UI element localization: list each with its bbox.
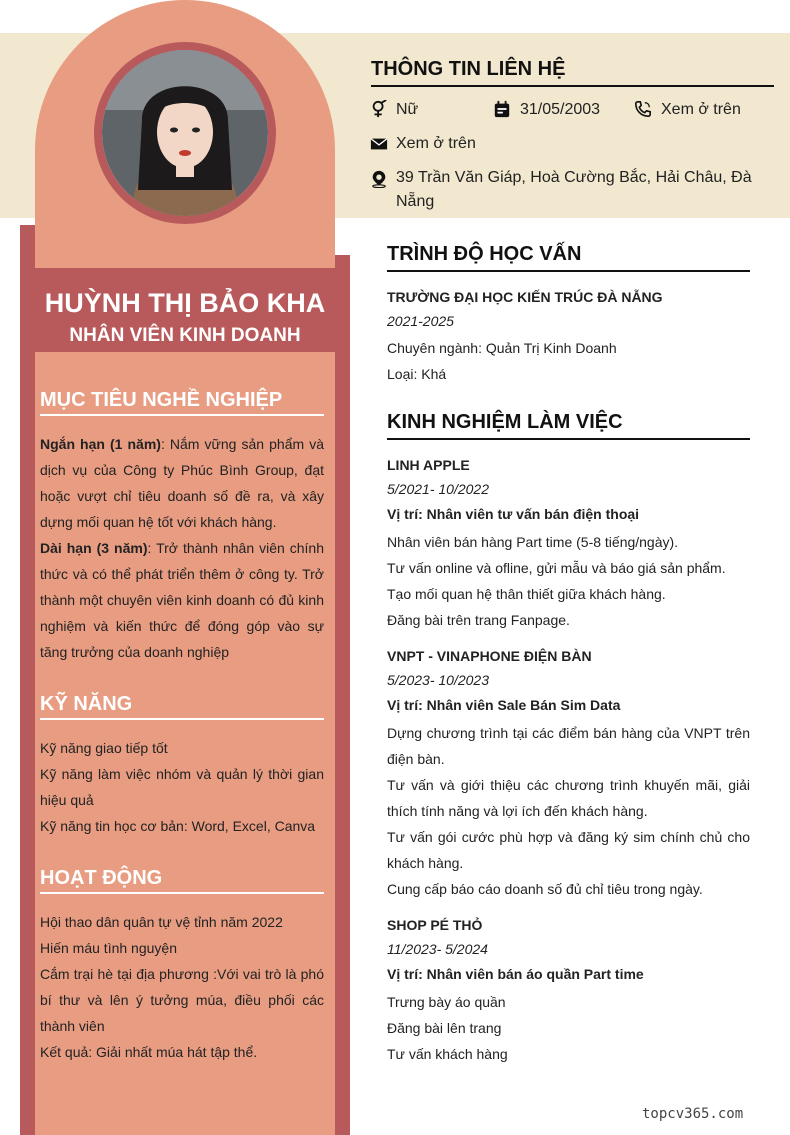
job-task: Tư vấn và giới thiệu các chương trình khuyến mãi, giải thích tính năng và lợi ích đến khách hàng.	[387, 777, 750, 819]
address-line-2: Nẵng	[396, 193, 435, 210]
education-major: Chuyên ngành: Quản Trị Kinh Doanh	[387, 340, 617, 356]
job-entry	[387, 915, 750, 1067]
job-company: LINH APPLE	[387, 457, 470, 473]
activity-item: Cắm trại hè tại địa phương :Với vai trò là phó bí thư và lên ý tưởng múa, điều phối các thành viên	[40, 966, 324, 1034]
gender-icon	[370, 100, 388, 118]
site-watermark: topcv365.com	[642, 1106, 744, 1122]
job-company: VNPT - VINAPHONE ĐIỆN BÀN	[387, 648, 592, 664]
job-period: 5/2021- 10/2022	[387, 481, 489, 497]
dob-value: 31/05/2003	[520, 101, 601, 118]
activities-title: HOẠT ĐỘNG	[40, 867, 324, 894]
avatar-frame	[94, 42, 276, 224]
objective-long-text: : Trở thành nhân viên chính thức và có thể phát triển thêm ở công ty. Trở thành một chuyên viên kinh doanh có đủ kinh nghiệm và kiến thức để đóng góp vào sự tăng trưởng của doanh nghiệp	[40, 540, 324, 660]
job-task: Dựng chương trình tại các điểm bán hàng của VNPT trên điện bàn.	[387, 725, 750, 767]
job-position: Vị trí: Nhân viên Sale Bán Sim Data	[387, 697, 621, 713]
job-position: Vị trí: Nhân viên bán áo quần Part time	[387, 966, 644, 982]
objective-text	[40, 431, 324, 665]
email-icon	[370, 135, 388, 153]
address-line-1: 39 Trần Văn Giáp, Hoà Cường Bắc, Hải Châu, Đà	[396, 169, 752, 186]
job-position: Vị trí: Nhân viên tư vấn bán điện thoại	[387, 506, 640, 522]
job-task: Tư vấn gói cước phù hợp và đăng ký sim chính chủ cho khách hàng.	[387, 829, 750, 871]
education-block	[387, 287, 750, 387]
left-accent-bar	[20, 225, 35, 1135]
skill-item: Kỹ năng giao tiếp tốt	[40, 740, 168, 756]
job-period: 5/2023- 10/2023	[387, 672, 489, 688]
phone-icon	[634, 100, 652, 118]
job-task: Tạo mối quan hệ thân thiết giữa khách hàng.	[387, 586, 666, 602]
gender-value: Nữ	[396, 101, 419, 118]
job-task: Tư vấn khách hàng	[387, 1046, 508, 1062]
right-accent-bar	[335, 255, 350, 1135]
skill-item: Kỹ năng tin học cơ bản: Word, Excel, Canva	[40, 818, 316, 834]
contact-section-title: THÔNG TIN LIÊN HỆ	[371, 58, 774, 87]
activity-item: Hiến máu tình nguyện	[40, 940, 177, 956]
skill-item: Kỹ năng làm việc nhóm và quản lý thời gian hiệu quả	[40, 766, 324, 808]
job-period: 11/2023- 5/2024	[387, 941, 488, 957]
objective-title: MỤC TIÊU NGHỀ NGHIỆP	[40, 389, 324, 416]
phone-value: Xem ở trên	[661, 101, 741, 118]
skills-title: KỸ NĂNG	[40, 693, 324, 720]
objective-long-label: Dài hạn (3 năm)	[40, 540, 148, 556]
objective-short-text: : Nắm vững sản phẩm và dịch vụ của Công ty Phúc Bình Group, đạt hoặc vượt chỉ tiêu doanh số đề ra, và xây dựng mối quan hệ tốt với khách hàng.	[40, 436, 324, 530]
education-grade: Loại: Khá	[387, 366, 447, 382]
location-icon	[370, 170, 388, 188]
activity-item: Hội thao dân quân tự vệ tỉnh năm 2022	[40, 914, 283, 930]
job-task: Nhân viên bán hàng Part time (5-8 tiếng/ngày).	[387, 534, 679, 550]
full-name: HUỲNH THỊ BẢO KHA	[44, 288, 326, 318]
job-entry	[387, 455, 750, 633]
objective-short-label: Ngắn hạn (1 năm)	[40, 436, 161, 452]
job-task: Đăng bài trên trang Fanpage.	[387, 612, 570, 628]
job-task: Cung cấp báo cáo doanh số đủ chỉ tiêu trong ngày.	[387, 881, 703, 897]
job-title: NHÂN VIÊN KINH DOANH	[69, 325, 301, 346]
job-entry	[387, 646, 750, 902]
experience-title: KINH NGHIỆM LÀM VIỆC	[387, 411, 750, 440]
calendar-icon	[493, 100, 511, 118]
job-task: Trưng bày áo quần	[387, 994, 506, 1010]
job-task: Tư vấn online và ofline, gửi mẫu và báo giá sản phẩm.	[387, 560, 726, 576]
education-years: 2021-2025	[387, 313, 454, 329]
activities-list	[40, 909, 324, 1065]
skills-list	[40, 735, 324, 839]
education-title: TRÌNH ĐỘ HỌC VẤN	[387, 243, 750, 272]
activity-item: Kết quả: Giải nhất múa hát tập thể.	[40, 1044, 258, 1060]
job-task: Đăng bài lên trang	[387, 1020, 502, 1036]
email-value: Xem ở trên	[396, 135, 476, 152]
job-company: SHOP PÉ THỎ	[387, 917, 483, 933]
school-name: TRƯỜNG ĐẠI HỌC KIẾN TRÚC ĐÀ NẴNG	[387, 289, 663, 305]
avatar	[102, 50, 268, 216]
